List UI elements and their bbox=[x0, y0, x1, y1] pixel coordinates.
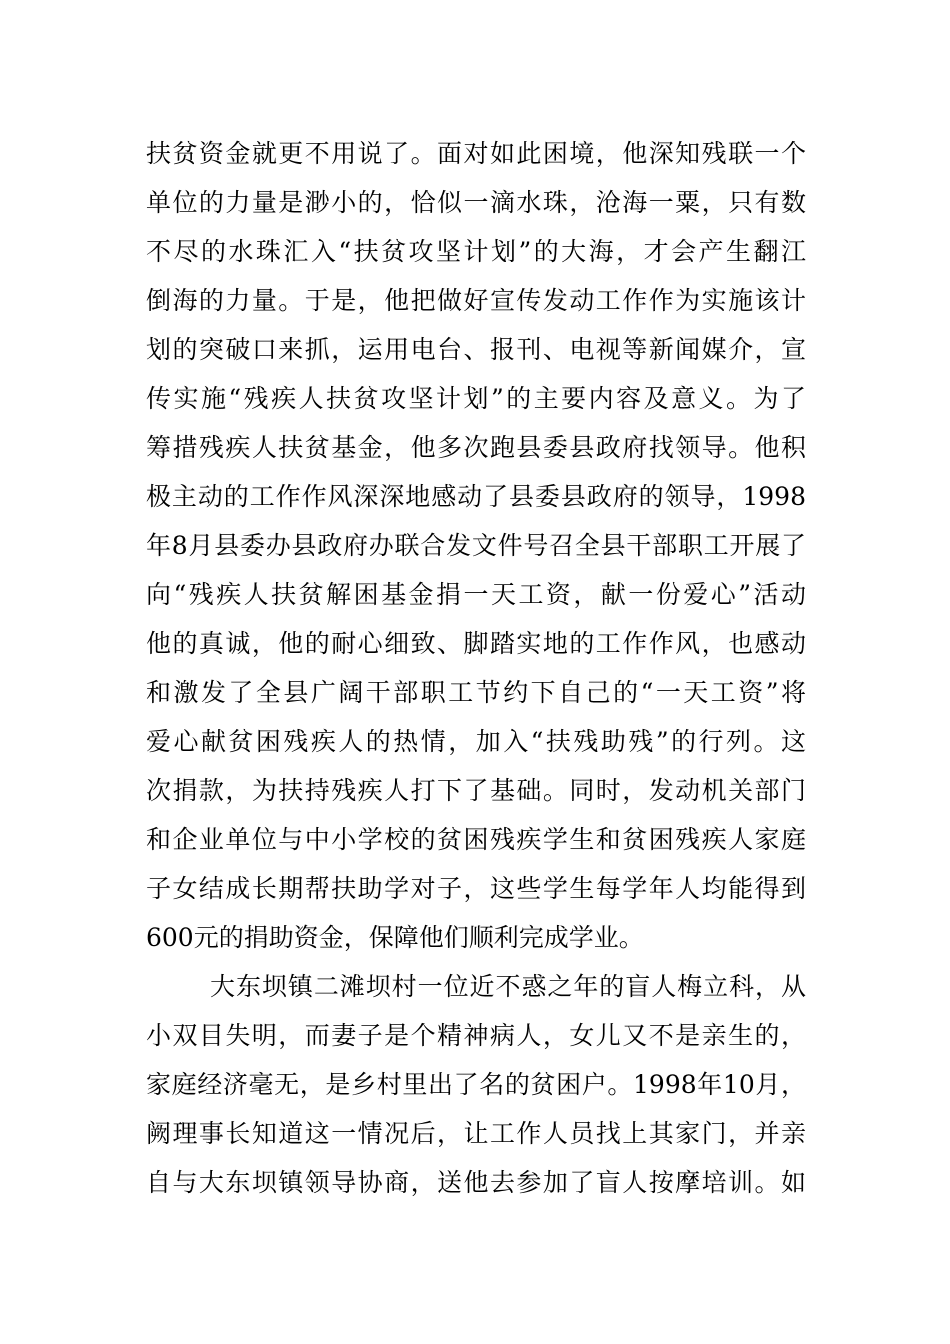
paragraph-2-line-1: 大东坝镇二滩坝村一位近不惑之年的盲人梅立科，从 bbox=[210, 972, 806, 1001]
paragraph-2-line-5: 自与大东坝镇领导协商，送他去参加了盲人按摩培训。如 bbox=[146, 1168, 806, 1197]
paragraph-1-line-13: 爱心献贫困残疾人的热情，加入“扶残助残”的行列。这 bbox=[146, 727, 806, 756]
paragraph-1-line-11: 他的真诚，他的耐心细致、脚踏实地的工作作风，也感动 bbox=[146, 629, 806, 658]
paragraph-1-line-3: 不尽的水珠汇入“扶贫攻坚计划”的大海，才会产生翻江 bbox=[146, 237, 806, 266]
body-text bbox=[146, 129, 806, 1207]
paragraph-1-line-5: 划的突破口来抓，运用电台、报刊、电视等新闻媒介，宣 bbox=[146, 335, 806, 364]
paragraph-1-line-9: 年8月县委办县政府办联合发文件号召全县干部职工开展了 bbox=[146, 531, 806, 560]
paragraph-1-line-10: 向“残疾人扶贫解困基金捐一天工资，献一份爱心”活动 bbox=[146, 580, 806, 609]
paragraph-1-line-6: 传实施“残疾人扶贫攻坚计划”的主要内容及意义。为了 bbox=[146, 384, 806, 413]
paragraph-2-line-2: 小双目失明，而妻子是个精神病人，女儿又不是亲生的， bbox=[146, 1021, 806, 1050]
paragraph-1-line-2: 单位的力量是渺小的，恰似一滴水珠，沧海一粟，只有数 bbox=[146, 188, 806, 217]
paragraph-1-line-4: 倒海的力量。于是，他把做好宣传发动工作作为实施该计 bbox=[146, 286, 806, 315]
paragraph-1-line-1: 扶贫资金就更不用说了。面对如此困境，他深知残联一个 bbox=[146, 139, 806, 168]
paragraph-1-line-15: 和企业单位与中小学校的贫困残疾学生和贫困残疾人家庭 bbox=[146, 825, 806, 854]
paragraph-1-line-7: 筹措残疾人扶贫基金，他多次跑县委县政府找领导。他积 bbox=[146, 433, 806, 462]
paragraph-2-line-4: 阙理事长知道这一情况后，让工作人员找上其家门，并亲 bbox=[146, 1119, 806, 1148]
paragraph-1-line-8: 极主动的工作作风深深地感动了县委县政府的领导，1998 bbox=[146, 482, 806, 511]
paragraph-1-line-17: 600元的捐助资金，保障他们顺利完成学业。 bbox=[146, 923, 644, 952]
paragraph-2-line-3: 家庭经济毫无，是乡村里出了名的贫困户。1998年10月， bbox=[146, 1070, 806, 1099]
paragraph-1-line-14: 次捐款，为扶持残疾人打下了基础。同时，发动机关部门 bbox=[146, 776, 806, 805]
paragraph-1-line-16: 子女结成长期帮扶助学对子，这些学生每学年人均能得到 bbox=[146, 874, 806, 903]
paragraph-1-line-12: 和激发了全县广阔干部职工节约下自己的“一天工资”将 bbox=[146, 678, 806, 707]
